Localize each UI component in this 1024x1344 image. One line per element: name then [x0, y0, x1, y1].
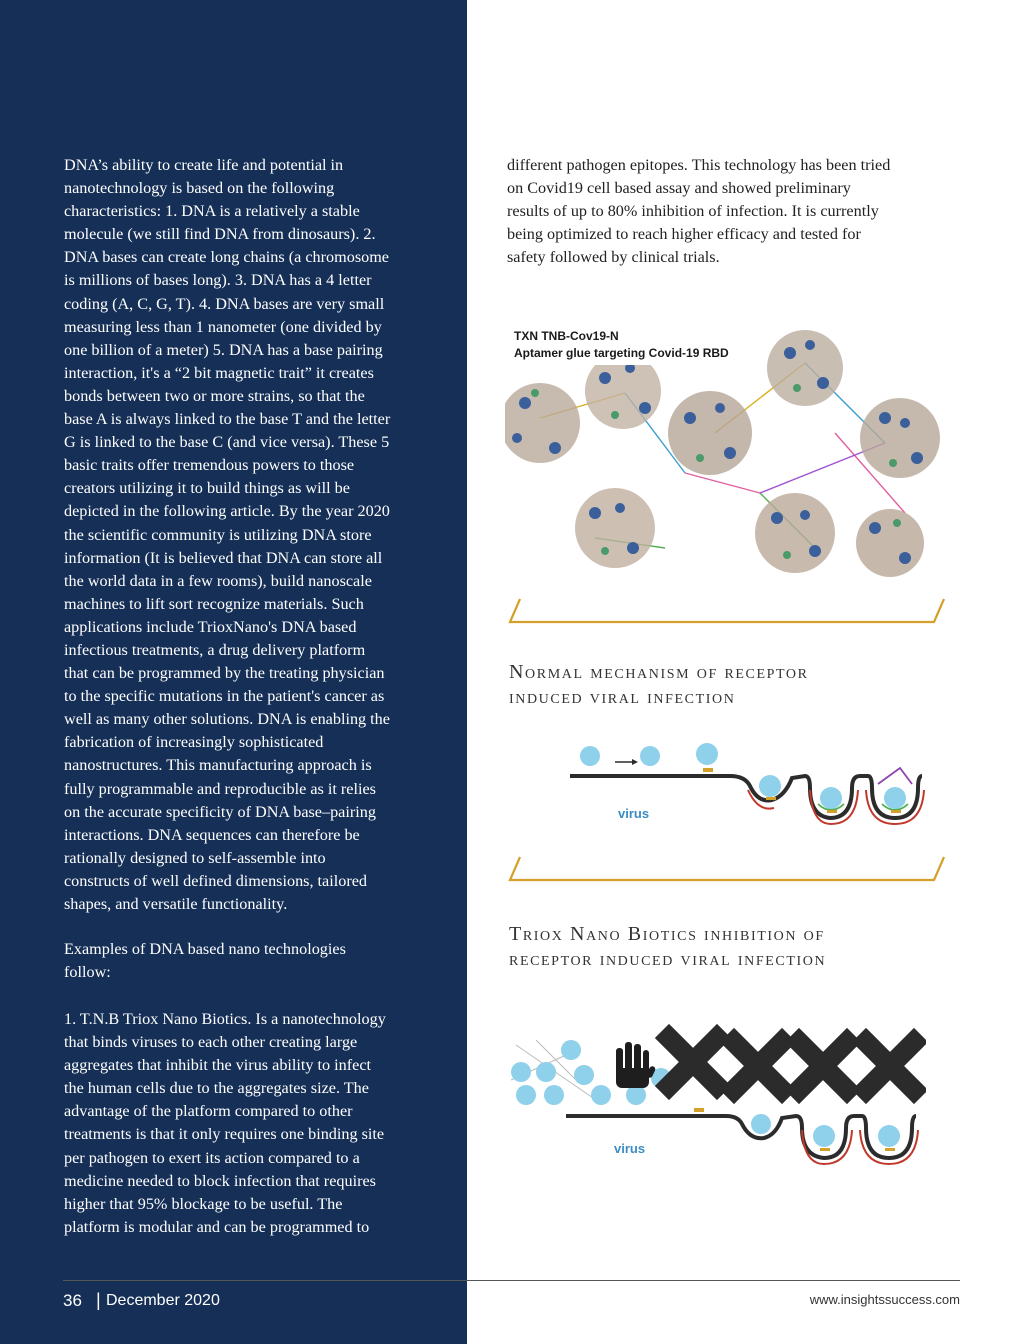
- aptamer-network-figure: [505, 323, 945, 578]
- gold-divider-bottom: [506, 855, 950, 883]
- body-paragraph-continued: different pathogen epitopes. This technology has been tried on Covid19 cell based assay and showed preliminary results of up to 80% inhibition of infection. It is currently being optimized to reach higher efficacy and tested for safety followed by clinical trials.: [507, 156, 891, 267]
- issue-date: December 2020: [106, 1292, 220, 1309]
- figure-title-line-1: TXN TNB-Cov19-N: [514, 329, 619, 343]
- footer-separator: |: [96, 1290, 101, 1310]
- caption-normal-mechanism: Normal mechanism of receptor induced viral infection: [509, 661, 809, 708]
- page-number: 36: [63, 1291, 82, 1310]
- stop-hand-icon: [616, 1042, 656, 1088]
- body-paragraph-intro: DNA’s ability to create life and potential in nanotechnology is based on the following characteristics: 1. DNA is a relatively a stable molecule (we still find DNA from dinosaurs). 2. DNA bases can create long chains (a chromosome is millions of bases long). 3. DNA has a 4 letter coding (A, C, G, T). 4. DNA bases are very small measuring less than 1 nanometer (one divided by one billion of a meter) 5. DNA has a base pairing interaction, it's a “2 bit magnetic trait” it creates bonds between two or more strains, so that the base A is always linked to the base T and the letter G is linked to the base C (and vice versa). These 5 basic traits offer tremendous powers to those creators utilizing it to build things as will be depicted in the following article. By the year 2020 the scientific community is utilizing DNA store information (It is believed that DNA can store all the world data in a few rooms), build nanoscale machines to lift sort recognize materials. Such applications include TrioxNano's DNA based infectious treatments, a drug delivery platform that can be programmed by the treating physician to the specific mutations in the patient's cancer as well as many other solutions. DNA is enabling the fabrication of increasingly sophisticated nanostructures. This manufacturing approach is fully programmable and reproducible as it relies on the accurate specificity of DNA base–pairing interactions. DNA sequences can therefore be rationally designed to self-assemble into constructs of well defined dimensions, tailored shapes, and versatile functionality.: [64, 156, 391, 913]
- virus-label: virus: [618, 806, 650, 821]
- normal-infection-diagram: [560, 728, 930, 828]
- footer-rule: [63, 1280, 960, 1281]
- caption-triox-inhibition: Triox Nano Biotics inhibition of receptor induced viral infection: [509, 923, 827, 970]
- gold-divider-top: [506, 597, 950, 625]
- block-x-icons: [669, 1038, 914, 1090]
- website-link[interactable]: www.insightssuccess.com: [809, 1292, 960, 1307]
- body-paragraph-tnb: 1. T.N.B Triox Nano Biotics. Is a nanotechnology that binds viruses to each other creating large aggregates that inhibit the virus ability to infect the human cells due to the aggregates size. The advantage of the platform compared to other treatments is that it only requires one binding site per pathogen to exert its action compared to a medicine needed to block infection that requires higher that 95% blockage to be useful. The platform is modular and can be programmed to: [64, 1010, 386, 1236]
- inhibition-diagram: [506, 1020, 926, 1170]
- figure-title-line-2: Aptamer glue targeting Covid-19 RBD: [514, 346, 729, 360]
- body-paragraph-examples: Examples of DNA based nano technologies follow:: [64, 940, 346, 982]
- virus-label: virus: [614, 1141, 646, 1156]
